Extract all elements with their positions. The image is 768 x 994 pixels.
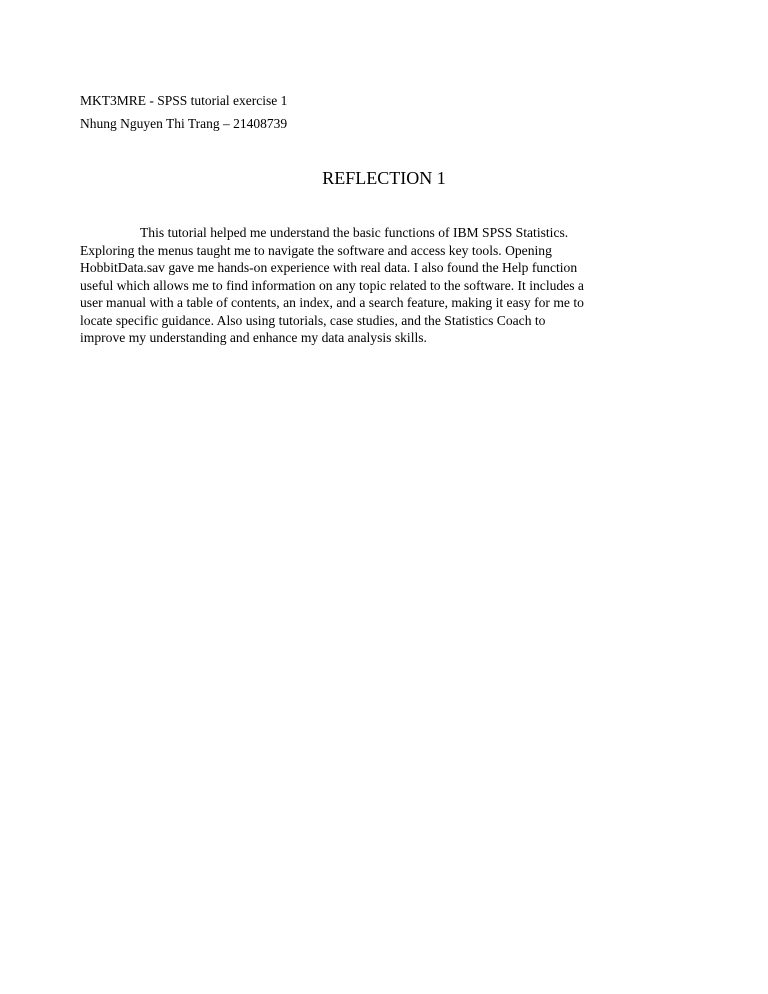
paragraph-line: HobbitData.sav gave me hands-on experience with real data. I also found the Help function [80,260,578,275]
document-title: REFLECTION 1 [322,168,446,188]
paragraph-line: useful which allows me to find information on any topic related to the software. It includes a [80,277,584,293]
paragraph-line: user manual with a table of contents, an index, and a search feature, making it easy for me to [80,295,584,310]
author-line: Nhung Nguyen Thi Trang – 21408739 [80,116,288,131]
course-line: MKT3MRE - SPSS tutorial exercise 1 [80,93,288,108]
paragraph-line: improve my understanding and enhance my data analysis skills. [80,330,427,345]
paragraph-line: Exploring the menus taught me to navigate the software and access key tools. Opening [80,242,552,258]
paragraph-line: This tutorial helped me understand the basic functions of IBM SPSS Statistics. [140,225,569,240]
paragraph-line: locate specific guidance. Also using tutorials, case studies, and the Statistics Coach to [80,312,546,328]
